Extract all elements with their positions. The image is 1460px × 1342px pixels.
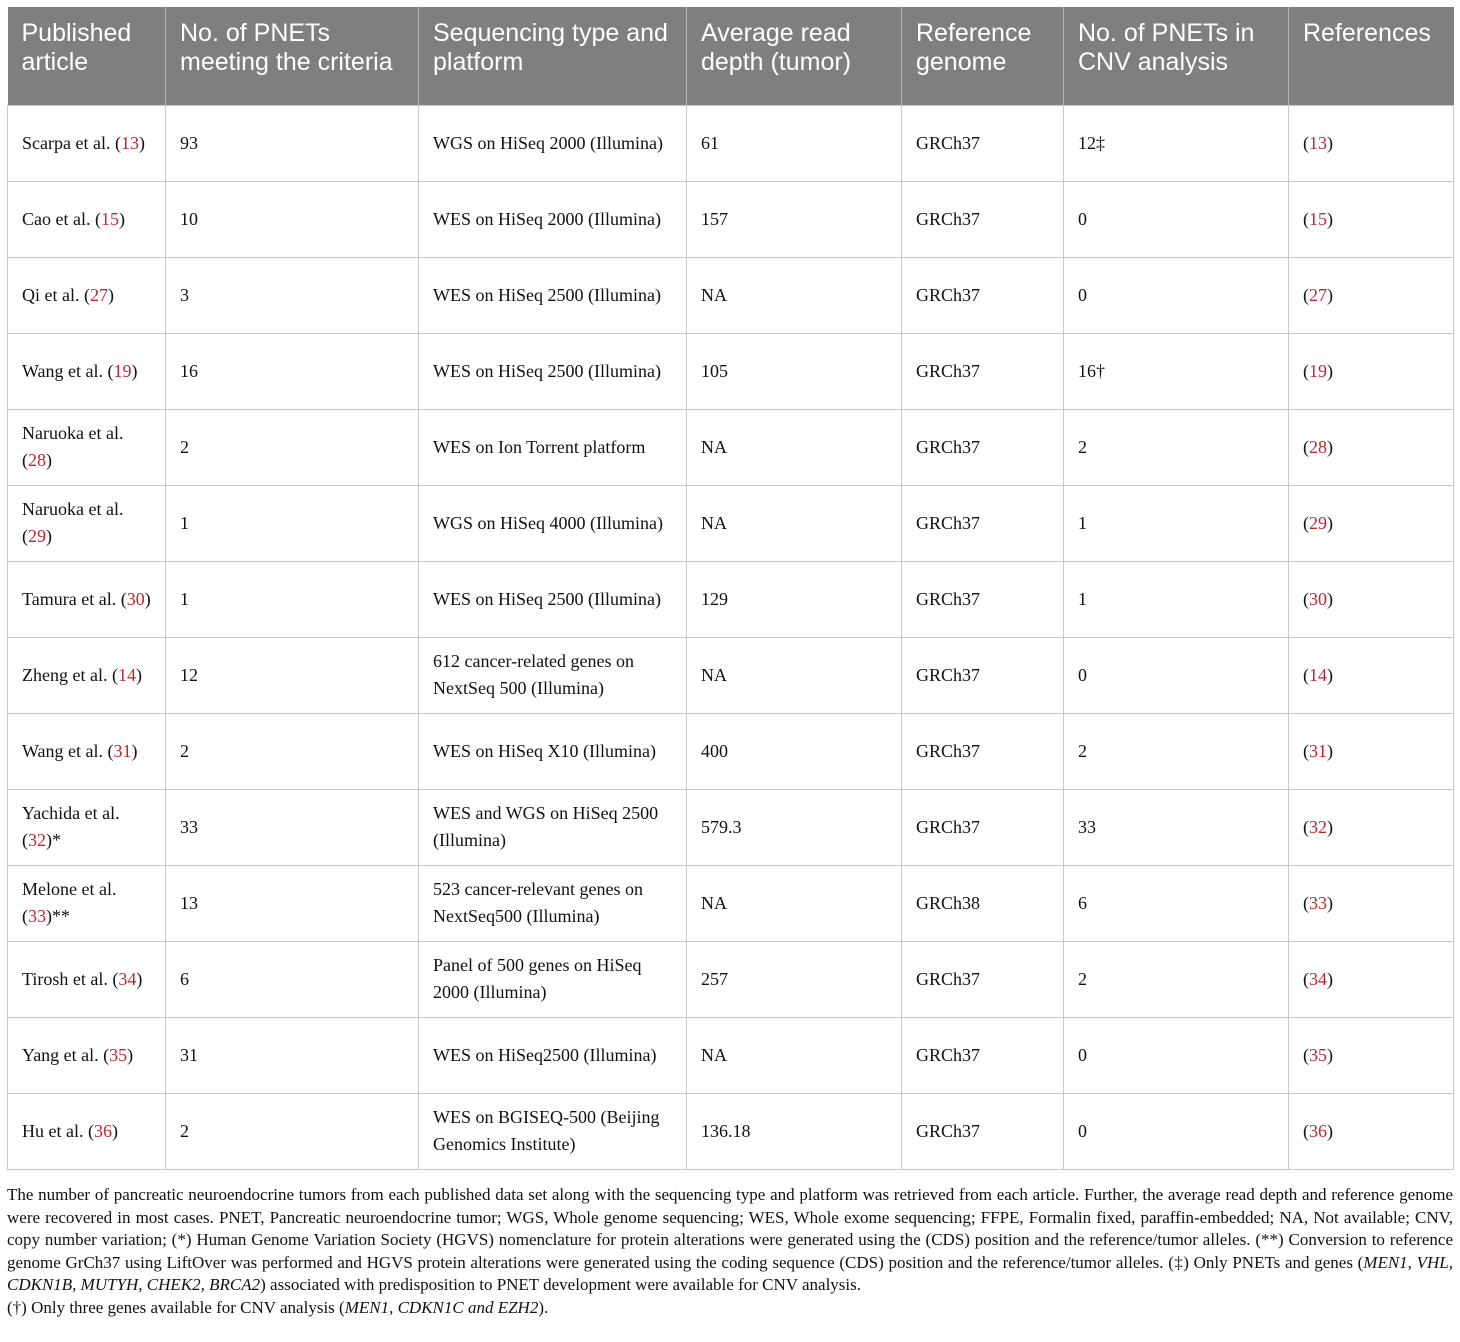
cell-pnet-count: 16 [166, 333, 419, 409]
cell-pnet-count: 1 [166, 485, 419, 561]
article-suffix: ) [118, 208, 125, 229]
table-footnote [7, 1184, 1453, 1319]
article-text: Yachida et al. ( [22, 803, 120, 850]
cell-published-article [8, 409, 166, 485]
article-text: Yang et al. ( [22, 1044, 110, 1065]
cell-references: (34) [1289, 941, 1454, 1017]
cell-references: (19) [1289, 333, 1454, 409]
table-row [8, 637, 1454, 713]
cell-reference-genome: GRCh38 [902, 865, 1064, 941]
cell-sequencing-platform: WES on HiSeq 2000 (Illumina) [419, 181, 687, 257]
cell-references: (32) [1289, 789, 1454, 865]
cell-pnet-count: 2 [166, 1093, 419, 1169]
cell-reference-genome: GRCh37 [902, 333, 1064, 409]
article-text: Scarpa et al. ( [22, 132, 121, 153]
cell-cnv-count: 2 [1064, 941, 1289, 1017]
article-text: Wang et al. ( [22, 740, 114, 761]
cell-references: (35) [1289, 1017, 1454, 1093]
article-citation-link[interactable]: 29 [28, 526, 46, 546]
reference-link[interactable]: 13 [1309, 132, 1327, 153]
article-suffix: ) [111, 1120, 118, 1141]
reference-link[interactable]: 14 [1309, 664, 1327, 685]
cell-published-article [8, 257, 166, 333]
footnote-gene-list: MEN1, VHL, CDKN1B, MUTYH, CHEK2, BRCA2 [7, 1252, 1453, 1294]
header-read-depth: Average read depth (tumor) [687, 7, 902, 105]
article-citation-link[interactable]: 36 [93, 1120, 112, 1141]
article-text: Wang et al. ( [22, 360, 114, 381]
cell-read-depth: 579.3 [687, 789, 902, 865]
cell-references: (28) [1289, 409, 1454, 485]
header-pnet-count: No. of PNETs meeting the criteria [166, 7, 419, 105]
cell-cnv-count: 16† [1064, 333, 1289, 409]
table-row [8, 713, 1454, 789]
reference-link[interactable]: 19 [1309, 360, 1327, 381]
footnote-text-end: ) associated with predisposition to PNET development were available for CNV analysis. [260, 1275, 861, 1294]
cell-reference-genome: GRCh37 [902, 181, 1064, 257]
footnote-dagger-end: ). [538, 1297, 549, 1317]
cell-cnv-count: 1 [1064, 561, 1289, 637]
cell-reference-genome: GRCh37 [902, 409, 1064, 485]
cell-read-depth: NA [687, 409, 902, 485]
article-suffix: ) [136, 968, 143, 989]
footnote-dagger-text: (†) Only three genes available for CNV analysis ( [7, 1297, 345, 1317]
article-citation-link[interactable]: 28 [28, 450, 46, 470]
cell-published-article [8, 1093, 166, 1169]
cell-cnv-count: 33 [1064, 789, 1289, 865]
article-suffix: )** [46, 906, 70, 926]
cell-cnv-count: 6 [1064, 865, 1289, 941]
cell-read-depth: NA [687, 257, 902, 333]
cell-reference-genome: GRCh37 [902, 1093, 1064, 1169]
cell-read-depth: NA [687, 485, 902, 561]
cell-reference-genome: GRCh37 [902, 637, 1064, 713]
cell-read-depth: 105 [687, 333, 902, 409]
article-citation-link[interactable]: 14 [117, 664, 136, 685]
cell-cnv-count: 12‡ [1064, 105, 1289, 181]
article-citation-link[interactable]: 13 [120, 132, 139, 153]
cell-published-article [8, 333, 166, 409]
cell-read-depth: 157 [687, 181, 902, 257]
reference-link[interactable]: 34 [1309, 968, 1327, 989]
table-row [8, 105, 1454, 181]
header-sequencing-platform: Sequencing type and platform [419, 7, 687, 105]
cell-cnv-count: 2 [1064, 409, 1289, 485]
cell-published-article [8, 561, 166, 637]
table-row [8, 1093, 1454, 1169]
cell-cnv-count: 1 [1064, 485, 1289, 561]
cell-read-depth: NA [687, 1017, 902, 1093]
cell-read-depth: 129 [687, 561, 902, 637]
cell-read-depth: 257 [687, 941, 902, 1017]
article-citation-link[interactable]: 34 [118, 968, 137, 989]
article-suffix: ) [131, 360, 138, 381]
cell-published-article [8, 1017, 166, 1093]
article-suffix: ) [107, 284, 114, 305]
cell-read-depth: NA [687, 865, 902, 941]
article-text: Melone et al. ( [22, 879, 117, 926]
data-table-container [7, 7, 1453, 1170]
cell-cnv-count: 0 [1064, 1093, 1289, 1169]
header-cnv-count: No. of PNETs in CNV analysis [1064, 7, 1289, 105]
cell-pnet-count: 31 [166, 1017, 419, 1093]
cell-sequencing-platform: WES on HiSeq 2500 (Illumina) [419, 561, 687, 637]
cell-references: (29) [1289, 485, 1454, 561]
cell-published-article [8, 181, 166, 257]
reference-link[interactable]: 35 [1309, 1044, 1327, 1065]
cell-reference-genome: GRCh37 [902, 789, 1064, 865]
footnote-text: The number of pancreatic neuroendocrine tumors from each published data set along with the sequencing type and platform was retrieved from each article. Further, the average read depth and reference genome were recovered in most cases. PNET, Pancreatic neuroendocrine tumor; WGS, Whole genome sequencing; WES, Whole exome sequencing; FFPE, Formalin fixed, paraffin-embedded; NA, Not available; CNV, copy number variation; (*) Human Genome Variation Society (HGVS) nomenclature for protein alterations were generated using the (CDS) position and the reference/tumor alleles. (**) Conversion to reference genome GrCh37 using LiftOver was performed and HGVS protein alterations were generated using the coding sequence (CDS) position and the reference/tumor alleles. (‡) Only PNETs and genes ( [7, 1185, 1453, 1272]
cell-sequencing-platform: 523 cancer-relevant genes on NextSeq500 (Illumina) [419, 865, 687, 941]
pnet-datasets-table [7, 7, 1454, 1170]
cell-sequencing-platform: WGS on HiSeq 2000 (Illumina) [419, 105, 687, 181]
cell-references: (33) [1289, 865, 1454, 941]
table-row [8, 789, 1454, 865]
article-suffix: ) [144, 588, 151, 609]
cell-published-article [8, 637, 166, 713]
table-row [8, 181, 1454, 257]
cell-references: (36) [1289, 1093, 1454, 1169]
cell-cnv-count: 0 [1064, 1017, 1289, 1093]
cell-published-article [8, 789, 166, 865]
cell-references: (30) [1289, 561, 1454, 637]
cell-published-article [8, 865, 166, 941]
article-citation-link[interactable]: 15 [100, 208, 119, 229]
cell-sequencing-platform: WES on HiSeq 2500 (Illumina) [419, 257, 687, 333]
table-row [8, 865, 1454, 941]
article-citation-link[interactable]: 30 [126, 588, 145, 609]
reference-link[interactable]: 15 [1309, 208, 1327, 229]
article-citation-link[interactable]: 31 [113, 740, 132, 761]
table-row [8, 485, 1454, 561]
cell-cnv-count: 0 [1064, 181, 1289, 257]
cell-references: (14) [1289, 637, 1454, 713]
table-header-row [8, 7, 1454, 105]
cell-read-depth: NA [687, 637, 902, 713]
cell-read-depth: 136.18 [687, 1093, 902, 1169]
cell-pnet-count: 93 [166, 105, 419, 181]
cell-references: (27) [1289, 257, 1454, 333]
article-citation-link[interactable]: 33 [28, 906, 46, 926]
cell-published-article [8, 485, 166, 561]
article-text: Qi et al. ( [22, 284, 90, 305]
article-suffix: ) [131, 740, 138, 761]
cell-pnet-count: 12 [166, 637, 419, 713]
article-citation-link[interactable]: 27 [89, 284, 108, 305]
article-suffix: ) [138, 132, 145, 153]
cell-reference-genome: GRCh37 [902, 941, 1064, 1017]
table-row [8, 941, 1454, 1017]
cell-references: (31) [1289, 713, 1454, 789]
table-row [8, 257, 1454, 333]
cell-cnv-count: 2 [1064, 713, 1289, 789]
article-text: Hu et al. ( [22, 1120, 94, 1141]
article-text: Tamura et al. ( [22, 588, 127, 609]
reference-link[interactable]: 29 [1309, 512, 1327, 533]
cell-reference-genome: GRCh37 [902, 485, 1064, 561]
cell-pnet-count: 1 [166, 561, 419, 637]
footnote-dagger-genes: MEN1, CDKN1C and EZH2 [344, 1297, 539, 1317]
article-citation-link[interactable]: 32 [28, 830, 46, 850]
article-text: Tirosh et al. ( [22, 968, 119, 989]
cell-sequencing-platform: WGS on HiSeq 4000 (Illumina) [419, 485, 687, 561]
cell-sequencing-platform: WES on HiSeq 2500 (Illumina) [419, 333, 687, 409]
cell-pnet-count: 3 [166, 257, 419, 333]
table-body [8, 105, 1454, 1169]
article-text: Zheng et al. ( [22, 664, 118, 685]
table-row [8, 561, 1454, 637]
cell-reference-genome: GRCh37 [902, 713, 1064, 789]
reference-link[interactable]: 27 [1309, 284, 1327, 305]
cell-reference-genome: GRCh37 [902, 257, 1064, 333]
cell-cnv-count: 0 [1064, 637, 1289, 713]
cell-reference-genome: GRCh37 [902, 105, 1064, 181]
article-text: Cao et al. ( [22, 208, 101, 229]
cell-pnet-count: 6 [166, 941, 419, 1017]
table-row [8, 333, 1454, 409]
table-row [8, 1017, 1454, 1093]
article-suffix: )* [46, 830, 61, 850]
cell-read-depth: 400 [687, 713, 902, 789]
article-text: Naruoka et al. ( [22, 499, 124, 546]
table-row [8, 409, 1454, 485]
cell-pnet-count: 10 [166, 181, 419, 257]
reference-link[interactable]: 33 [1309, 892, 1327, 913]
article-citation-link[interactable]: 35 [109, 1044, 128, 1065]
reference-link[interactable]: 36 [1309, 1120, 1327, 1141]
cell-read-depth: 61 [687, 105, 902, 181]
reference-link[interactable]: 32 [1309, 816, 1327, 837]
reference-link[interactable]: 31 [1309, 740, 1327, 761]
cell-reference-genome: GRCh37 [902, 561, 1064, 637]
cell-sequencing-platform: 612 cancer-related genes on NextSeq 500 (Illumina) [419, 637, 687, 713]
article-suffix: ) [46, 526, 52, 546]
header-reference-genome: Reference genome [902, 7, 1064, 105]
article-suffix: ) [135, 664, 142, 685]
cell-reference-genome: GRCh37 [902, 1017, 1064, 1093]
article-text: Naruoka et al. ( [22, 423, 124, 470]
cell-published-article [8, 941, 166, 1017]
reference-link[interactable]: 28 [1309, 436, 1327, 457]
article-citation-link[interactable]: 19 [113, 360, 132, 381]
cell-references: (13) [1289, 105, 1454, 181]
article-suffix: ) [127, 1044, 134, 1065]
cell-pnet-count: 13 [166, 865, 419, 941]
header-references: References [1289, 7, 1454, 105]
article-suffix: ) [46, 450, 52, 470]
cell-sequencing-platform: WES on Ion Torrent platform [419, 409, 687, 485]
cell-published-article [8, 713, 166, 789]
cell-cnv-count: 0 [1064, 257, 1289, 333]
cell-published-article [8, 105, 166, 181]
cell-pnet-count: 33 [166, 789, 419, 865]
cell-sequencing-platform: WES on HiSeq2500 (Illumina) [419, 1017, 687, 1093]
header-published-article: Published article [8, 7, 166, 105]
cell-sequencing-platform: WES on BGISEQ-500 (Beijing Genomics Institute) [419, 1093, 687, 1169]
cell-sequencing-platform: WES on HiSeq X10 (Illumina) [419, 713, 687, 789]
cell-pnet-count: 2 [166, 409, 419, 485]
cell-sequencing-platform: Panel of 500 genes on HiSeq 2000 (Illumina) [419, 941, 687, 1017]
reference-link[interactable]: 30 [1309, 588, 1327, 609]
cell-references: (15) [1289, 181, 1454, 257]
cell-pnet-count: 2 [166, 713, 419, 789]
cell-sequencing-platform: WES and WGS on HiSeq 2500 (Illumina) [419, 789, 687, 865]
